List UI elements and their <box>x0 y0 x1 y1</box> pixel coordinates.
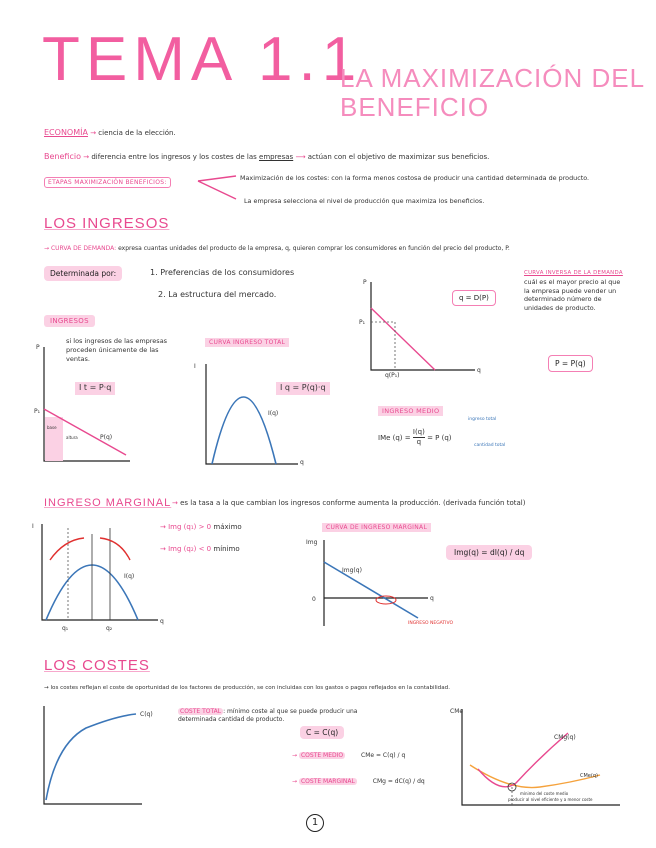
etapa-2: La empresa selecciona el nivel de producción que maximiza los beneficios. <box>244 197 485 205</box>
ing-area2: altura <box>66 435 78 440</box>
cl-curve-label: C(q) <box>140 711 153 718</box>
q-equation: q = D(P) <box>452 290 496 306</box>
mr-neg-label: INGRESO NEGATIVO <box>408 621 454 626</box>
demanda-text: expresa cuantas unidades del producto de la empresa, q, quieren comprar los consumidores en función del precio del producto, P. <box>118 245 510 252</box>
cr-y-label: CMe <box>450 708 464 715</box>
mr-x-label: q <box>430 595 434 602</box>
determinada-label: Determinada por: <box>44 266 122 281</box>
costes-section-title: LOS COSTES <box>44 657 150 674</box>
medio-note-1: ingreso total <box>468 417 497 422</box>
etapas-term: ETAPAS MAXIMIZACIÓN BENEFICIOS: <box>44 177 171 188</box>
page-number: 1 <box>306 814 324 832</box>
page-title: TEMA 1.1 <box>42 25 363 94</box>
curva-marginal-label: CURVA DE INGRESO MARGINAL <box>322 523 431 532</box>
ingreso-total-graph <box>194 360 308 468</box>
ml-q1-label: q₁ <box>62 625 69 632</box>
medio-label: INGRESO MEDIO <box>378 406 443 416</box>
mr-curve-label: Img(q) <box>342 567 362 574</box>
total-x-label: q <box>300 459 304 466</box>
marginal-title: INGRESO MARGINAL <box>44 497 172 509</box>
demand-q-label: q <box>477 367 481 374</box>
ing-y-label: P <box>36 344 40 351</box>
ml-y-label: I <box>32 523 34 530</box>
cr-note2: producir al nivel eficiente y a menor coste <box>508 797 593 802</box>
ing-area1: base <box>47 425 57 430</box>
curva-total-label: CURVA INGRESO TOTAL <box>205 338 289 347</box>
ingresos-graph <box>34 343 138 468</box>
marginal-text: → es la tasa a la que cambian los ingresos conforme aumenta la producción. (derivada función total) <box>172 499 526 507</box>
cr-note1: mínimo del coste medio <box>520 791 569 796</box>
cr-curve2-label: CMe(q) <box>580 773 598 779</box>
beneficio-term: Beneficio <box>44 152 81 161</box>
economia-term: ECONOMÍA <box>44 128 88 137</box>
mr-y-label: Img <box>306 539 318 546</box>
cr-curve1-label: CMg(q) <box>554 734 576 741</box>
it-formula-1: I t = P·q <box>75 382 115 395</box>
ing-p1-label: P₁ <box>34 408 41 415</box>
costes-left-graph <box>36 704 156 812</box>
factor-1: 1. Preferencias de los consumidores <box>150 268 295 277</box>
mr-zero-label: 0 <box>312 596 316 603</box>
beneficio-empresas: empresas <box>259 153 294 161</box>
page-subtitle-line1: LA MAXIMIZACIÓN DEL <box>340 63 646 93</box>
marginal-right-graph <box>306 536 454 636</box>
ingresos-label: INGRESOS <box>44 315 95 327</box>
medio-note-2: cantidad total <box>474 443 506 448</box>
ingresos-text: si los ingresos de las empresas proceden únicamente de las ventas. <box>66 337 168 363</box>
economia-text: ciencia de la elección. <box>98 129 176 137</box>
ingresos-section-title: LOS INGRESOS <box>44 215 170 232</box>
costes-right-graph <box>450 705 630 810</box>
it-formula-2: I q = P(q)·q <box>276 382 330 395</box>
marginal-formula: Img(q) = dI(q) / dq <box>446 545 532 560</box>
demand-y-label: P <box>363 279 367 286</box>
costes-intro: → los costes reflejan el coste de oportunidad de los factores de producción, se con incluidas con los gastos o pagos reflejados en la contabilidad. <box>44 685 450 691</box>
total-curve-label: I(q) <box>268 410 279 417</box>
ing-curve-label: P(q) <box>100 434 113 441</box>
ml-q2-label: q₂ <box>106 625 113 632</box>
demand-x-label: q(P₁) <box>385 372 400 379</box>
coste-total-definition: COSTE TOTAL : mínimo coste al que se puede producir una determinada cantidad de producto. <box>178 708 358 724</box>
ml-x-label: q <box>160 618 164 625</box>
cond-2: → Img (q₂) < 0 mínimo <box>160 545 240 553</box>
demand-p1-label: P₁ <box>359 319 366 326</box>
beneficio-definition: Beneficio → diferencia entre los ingresos y los costes de las empresas ⟶ actúan con el objetivo de maximizar sus beneficios. <box>44 152 490 161</box>
demanda-definition: → CURVA DE DEMANDA: expresa cuantas unidades del producto de la empresa, q, quieren comprar los consumidores en función del precio del producto, P. <box>44 245 510 252</box>
inversa-label: CURVA INVERSA DE LA DEMANDA <box>524 270 623 276</box>
page-subtitle-line2: BENEFICIO <box>340 92 490 122</box>
c-equation: C = C(q) <box>300 726 344 739</box>
total-y-label: I <box>194 363 196 370</box>
medio-formula: IMe (q) = $\frac{I(q)}{q}$ = P (q) <box>378 428 452 447</box>
coste-marginal: → COSTE MARGINAL CMg = dC(q) / dq <box>292 778 425 785</box>
marginal-left-graph <box>34 520 164 635</box>
beneficio-text: diferencia entre los ingresos y los costes de las <box>91 153 257 161</box>
ml-curve-label: I(q) <box>124 573 135 580</box>
cond-1: → Img (q₁) > 0 máximo <box>160 523 242 531</box>
etapa-1: Maximización de los costes: con la forma menos costosa de producir una cantidad determinada de producto. <box>240 174 590 182</box>
factor-2: 2. La estructura del mercado. <box>158 290 277 299</box>
demanda-label: CURVA DE DEMANDA: <box>50 245 117 252</box>
inversa-text: cuál es el mayor precio al que la empresa puede vender un determinado número de unidades de producto. <box>524 278 621 312</box>
coste-medio: → COSTE MEDIO CMe = C(q) / q <box>292 752 406 759</box>
beneficio-text2: actúan con el objetivo de maximizar sus beneficios. <box>307 153 490 161</box>
p-equation: P = P(q) <box>548 355 593 372</box>
economia-definition: ECONOMÍA → ciencia de la elección. <box>44 128 176 137</box>
